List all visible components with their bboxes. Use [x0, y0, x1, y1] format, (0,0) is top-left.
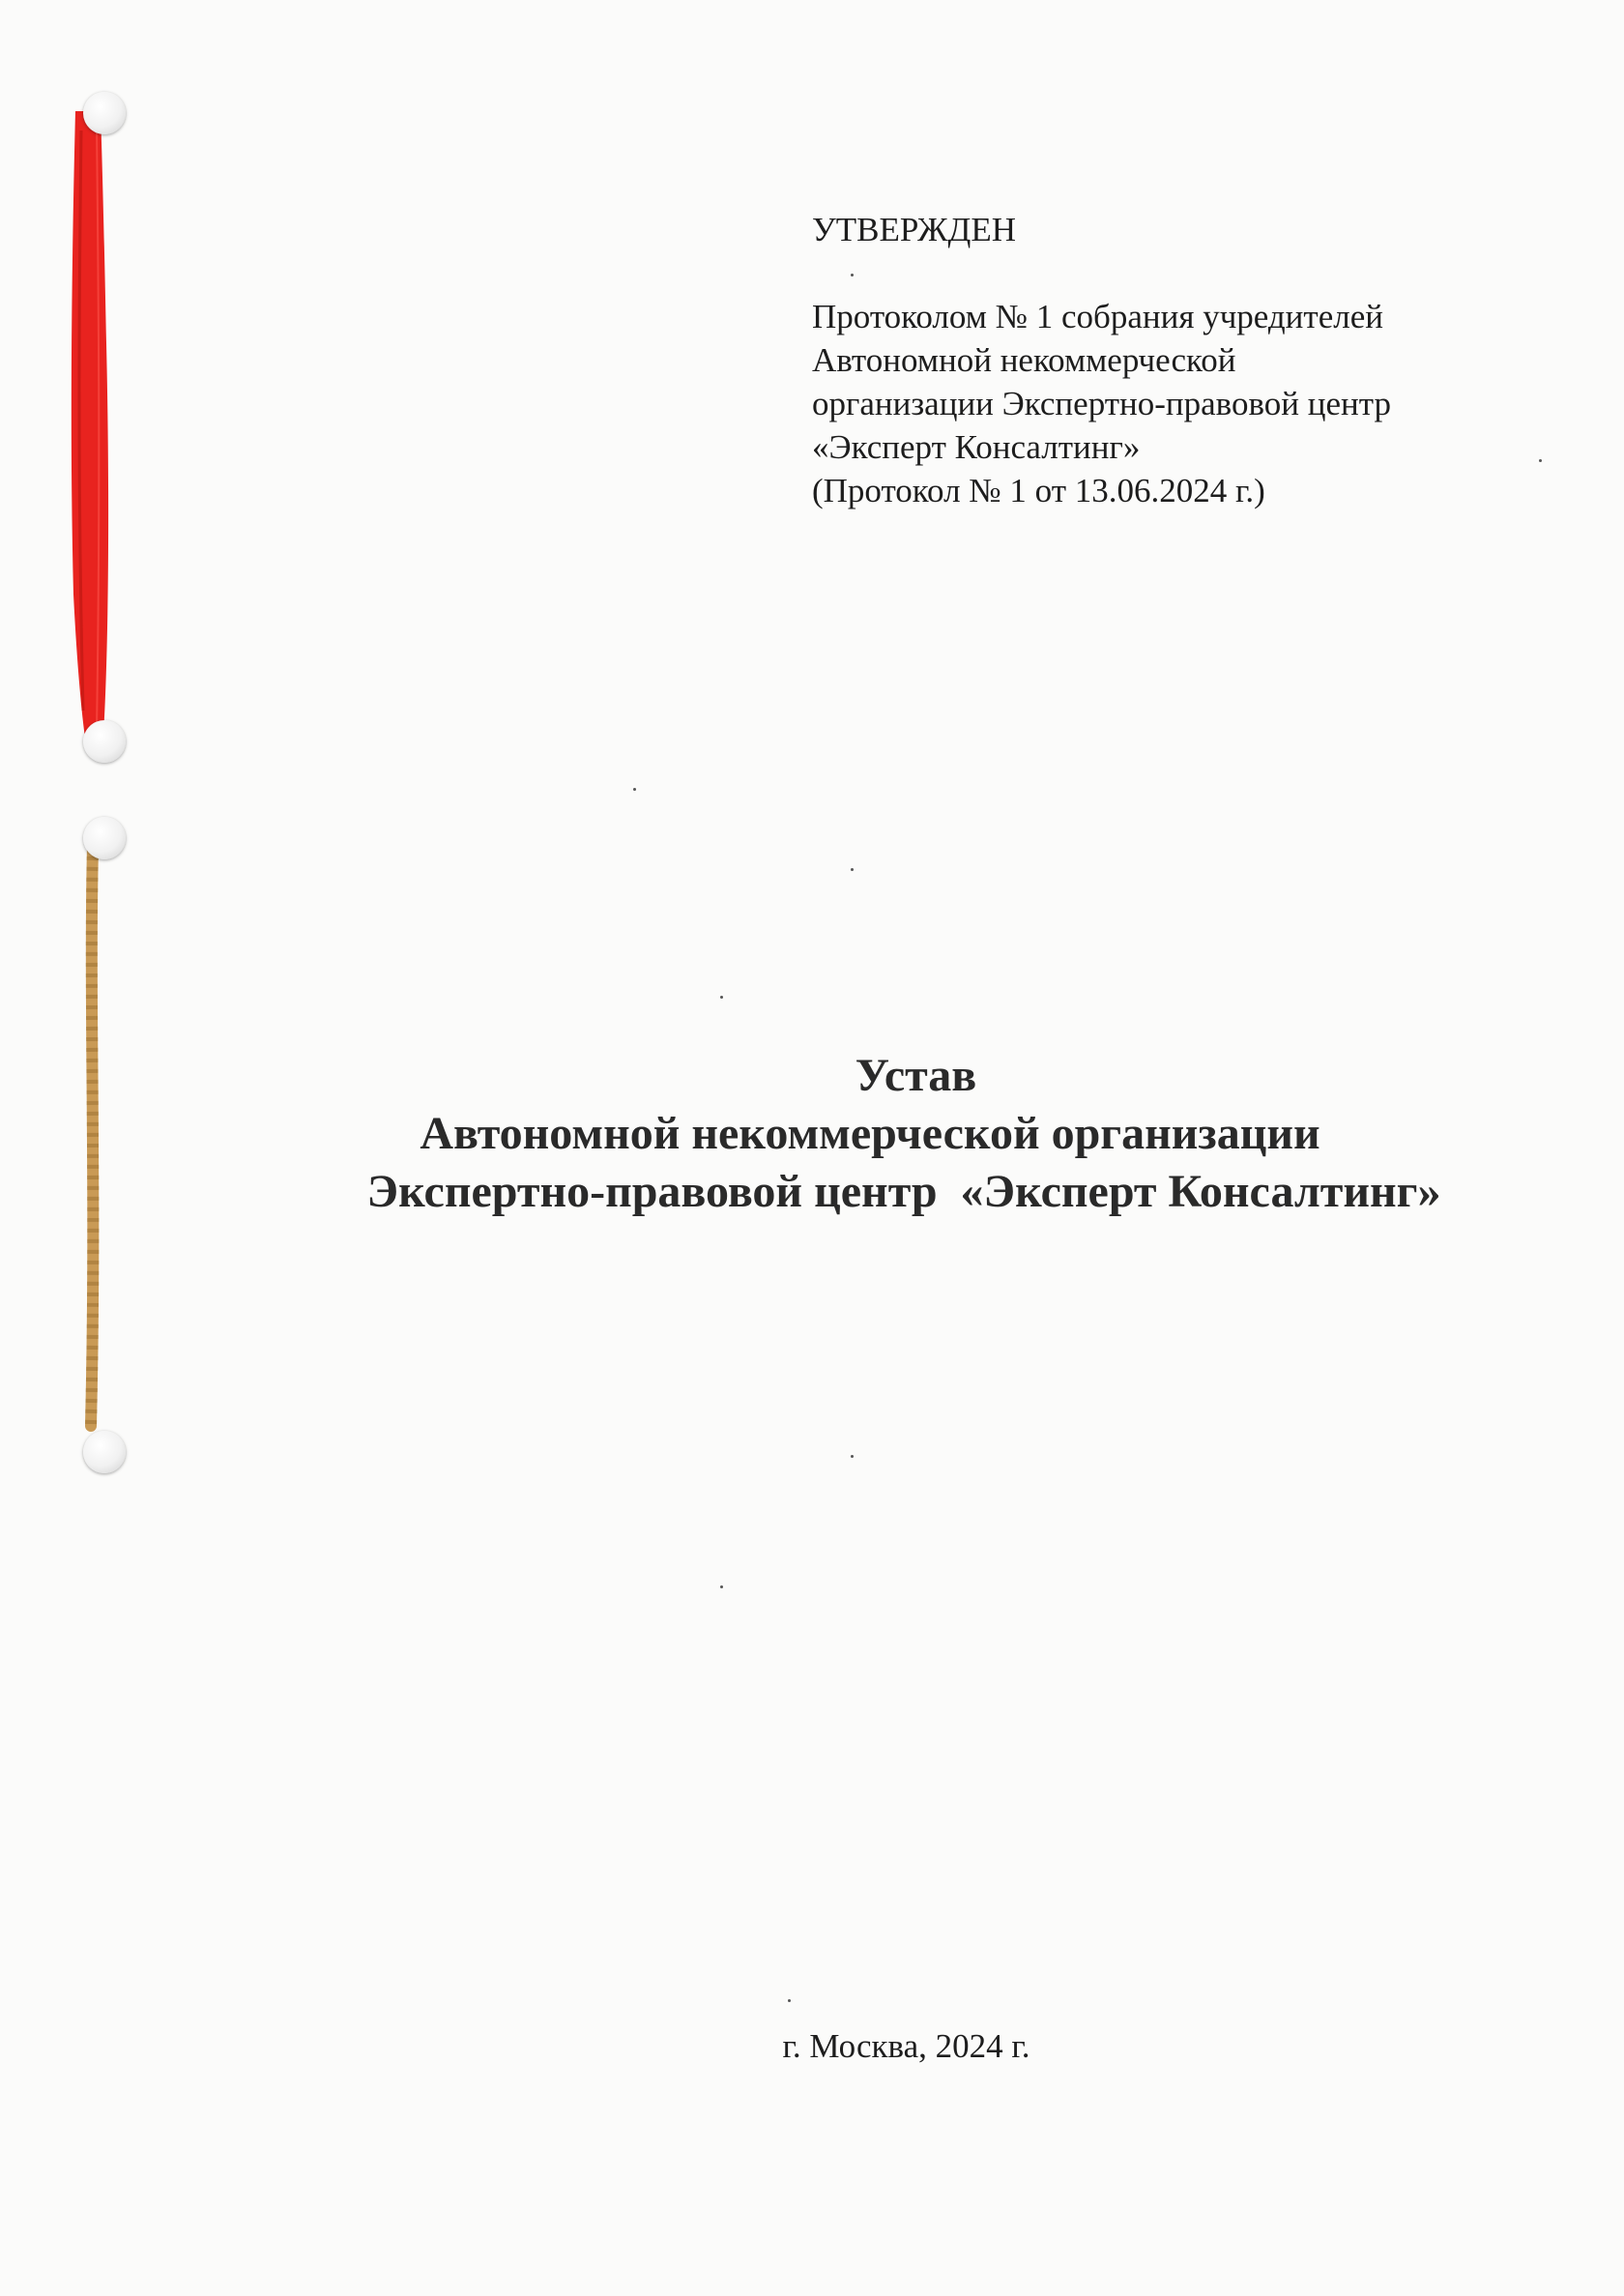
approval-line: организации Экспертно-правовой центр [812, 385, 1391, 422]
title-line-charter: Устав [855, 1050, 977, 1101]
scan-speck [851, 1455, 854, 1458]
binding-decoration [58, 92, 145, 1484]
grommet-top-1 [83, 92, 126, 134]
approved-label: УТВЕРЖДЕН [812, 211, 1017, 248]
approval-line: Протоколом № 1 собрания учредителей [812, 298, 1383, 335]
scan-speck [1539, 459, 1542, 462]
approval-line: (Протокол № 1 от 13.06.2024 г.) [812, 472, 1265, 509]
scan-speck [851, 274, 854, 276]
title-line-name: Экспертно-правовой центр «Эксперт Консалтинг» [366, 1166, 1441, 1217]
scan-speck [851, 868, 854, 871]
grommet-top-2 [83, 817, 126, 859]
city-year: г. Москва, 2024 г. [782, 2027, 1030, 2065]
scan-speck [720, 1585, 723, 1588]
grommet-bottom-2 [83, 1431, 126, 1473]
approval-line: Автономной некоммерческой [812, 341, 1236, 379]
document-title [0, 1047, 1624, 1221]
title-line-organization: Автономной некоммерческой организации [420, 1108, 1320, 1159]
scan-speck [720, 996, 723, 999]
red-ribbon [72, 111, 108, 749]
approval-block [812, 208, 1508, 512]
approval-line: «Эксперт Консалтинг» [812, 428, 1141, 466]
scan-speck [633, 788, 636, 791]
scan-speck [788, 1999, 791, 2002]
grommet-bottom-1 [83, 720, 126, 763]
